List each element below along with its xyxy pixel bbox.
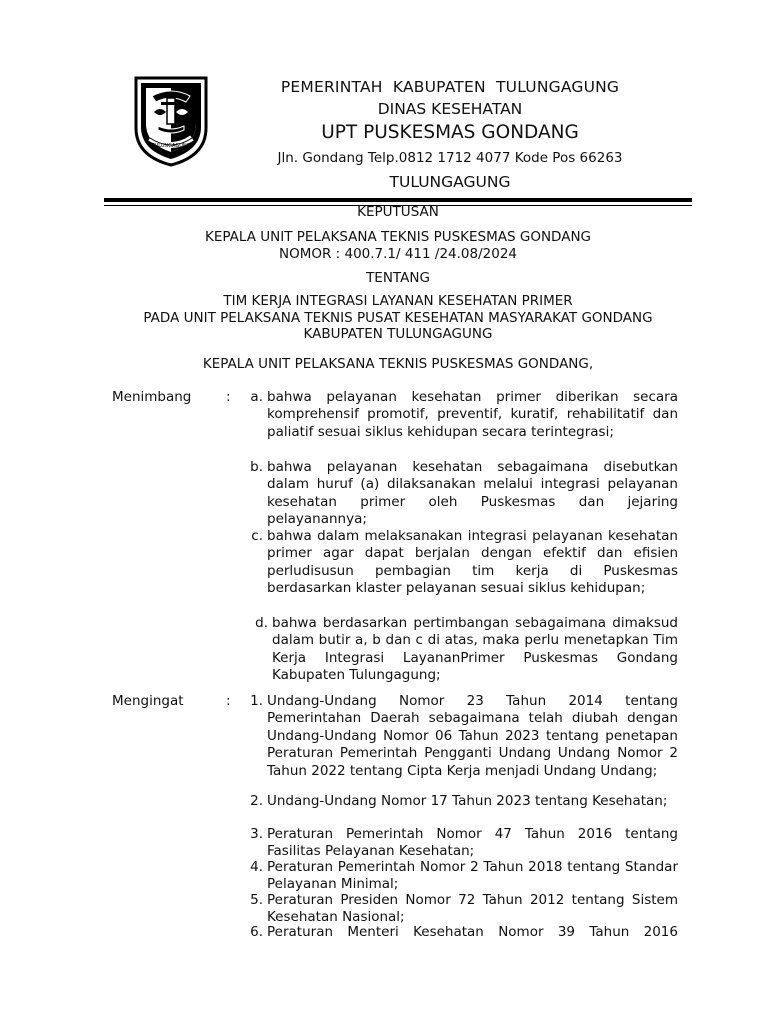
menimbang-item: [232, 389, 678, 441]
mengingat-item: [232, 793, 678, 810]
regency-logo: [130, 72, 212, 168]
subject-line-1: TIM KERJA INTEGRASI LAYANAN KESEHATAN PRIMER: [223, 293, 573, 309]
menimbang-item: [232, 615, 678, 685]
item-text: Undang-Undang Nomor 17 Tahun 2023 tentang Kesehatan;: [267, 793, 668, 809]
item-text: Peraturan Pemerintah Nomor 2 Tahun 2018 tentang Standar Pelayanan Minimal;: [267, 859, 678, 893]
issuer-line: KEPALA UNIT PELAKSANA TEKNIS PUSKESMAS GONDANG,: [202, 356, 594, 372]
header-divider: [104, 198, 692, 202]
mengingat-item: [232, 826, 678, 861]
item-marker: b.: [250, 459, 263, 475]
office-name: UPT PUSKESMAS GONDANG: [321, 122, 579, 143]
mengingat-item: [232, 892, 678, 927]
item-marker: 6.: [250, 924, 263, 940]
mengingat-item: [232, 859, 678, 894]
logo-caption: TULUNGAGUNG: [151, 143, 191, 149]
letterhead: [210, 76, 690, 193]
office-city: TULUNGAGUNG: [389, 173, 511, 191]
item-text: bahwa berdasarkan pertimbangan sebagaimana dimaksud dalam butir a, b dan c di atas, maka perlu menetapkan Tim Kerja Integrasi LayananPrimer Puskesmas Gondang Kabupaten Tulungagung;: [272, 615, 678, 684]
mengingat-label: Mengingat: [112, 693, 184, 709]
item-marker: d.: [255, 615, 268, 631]
item-text: bahwa dalam melaksanakan integrasi pelayanan kesehatan primer agar dapat berjalan dengan efektif dan efisien perludisusun pembagian tim kerja di Puskesmas berdasarkan klaster pelayanan sesuai siklus kehidupan;: [267, 528, 678, 597]
item-text: Peraturan Menteri Kesehatan Nomor 39 Tahun 2016: [267, 924, 678, 940]
menimbang-item: [232, 459, 678, 529]
department-name: DINAS KESEHATAN: [377, 100, 523, 118]
decree-number: NOMOR : 400.7.1/ 411 /24.08/2024: [278, 246, 518, 262]
item-marker: 4.: [250, 859, 263, 875]
menimbang-colon: :: [226, 389, 231, 405]
subject-line-2: PADA UNIT PELAKSANA TEKNIS PUSAT KESEHATAN MASYARAKAT GONDANG: [143, 310, 653, 326]
item-marker: 1.: [250, 693, 263, 709]
gov-name: PEMERINTAH KABUPATEN TULUNGAGUNG: [280, 78, 620, 96]
tentang-heading: TENTANG: [366, 270, 430, 286]
item-marker: 5.: [250, 892, 263, 908]
item-text: bahwa pelayanan kesehatan primer diberikan secara komprehensif promotif, preventif, kuratif, rehabilitatif dan paliatif sesuai siklus kehidupan secara terintegrasi;: [267, 389, 678, 440]
item-text: Peraturan Pemerintah Nomor 47 Tahun 2016 tentang Fasilitas Pelayanan Kesehatan;: [267, 826, 678, 860]
mengingat-colon: :: [226, 693, 231, 709]
item-marker: c.: [251, 528, 263, 544]
item-text: Undang-Undang Nomor 23 Tahun 2014 tentang Pemerintahan Daerah sebagaimana telah diubah dengan Undang-Undang Nomor 06 Tahun 2023 tentang penetapan Peraturan Pemerintah Pengganti Undang Undang Nomor 2 Tahun 2022 tentang Cipta Kerja menjadi Undang Undang;: [267, 693, 678, 779]
item-marker: 2.: [250, 793, 263, 809]
subject-line-3: KABUPATEN TULUNGAGUNG: [303, 326, 493, 342]
decree-heading: KEPUTUSAN: [357, 204, 439, 220]
item-marker: a.: [250, 389, 263, 405]
office-address: Jln. Gondang Telp.0812 1712 4077 Kode Pos 66263: [277, 150, 623, 166]
menimbang-label: Menimbang: [112, 389, 192, 405]
item-text: bahwa pelayanan kesehatan sebagaimana disebutkan dalam huruf (a) dilaksanakan melalui integrasi pelayanan kesehatan primer oleh Puskesmas dan jejaring pelayanannya;: [267, 459, 678, 528]
mengingat-item: [232, 924, 678, 941]
item-marker: 3.: [250, 826, 263, 842]
item-text: Peraturan Presiden Nomor 72 Tahun 2012 tentang Sistem Kesehatan Nasional;: [267, 892, 678, 926]
mengingat-item: [232, 693, 678, 780]
menimbang-item: [232, 528, 678, 598]
decree-issuer-title: KEPALA UNIT PELAKSANA TEKNIS PUSKESMAS GONDANG: [204, 229, 591, 245]
